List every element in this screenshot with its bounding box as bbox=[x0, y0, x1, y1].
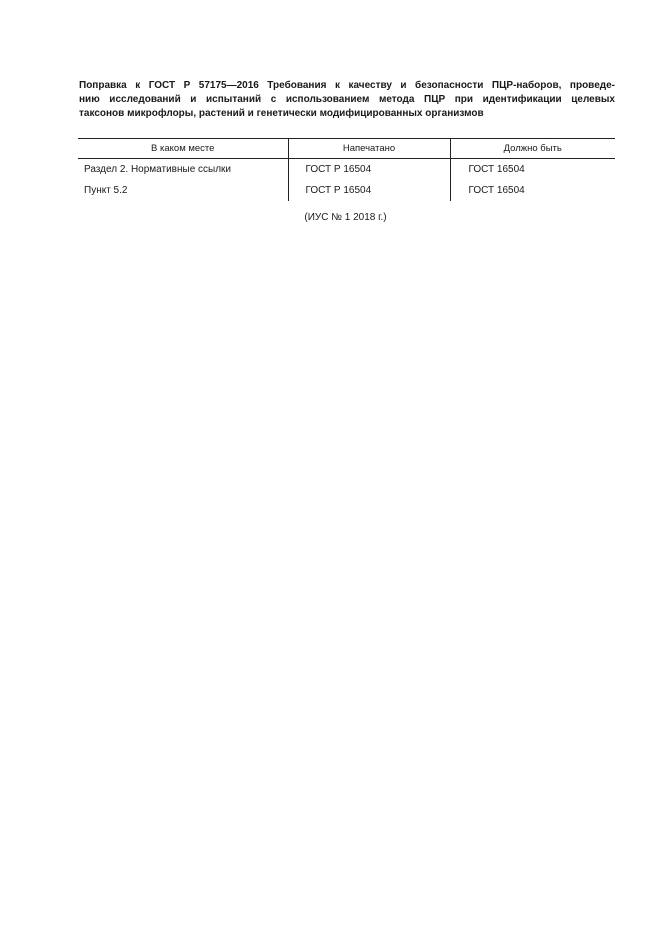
ius-reference: (ИУС № 1 2018 г.) bbox=[304, 212, 387, 223]
header-printed: Напечатано bbox=[288, 139, 450, 159]
heading-line-2: нию исследований и испытаний с использованием метода ПЦР при идентификации целевых bbox=[79, 94, 615, 105]
table-row bbox=[78, 159, 615, 180]
table-row bbox=[78, 180, 615, 201]
amendment-heading bbox=[79, 79, 615, 121]
cell-printed: ГОСТ Р 16504 bbox=[288, 180, 450, 201]
cell-place: Раздел 2. Нормативные ссылки bbox=[84, 163, 232, 175]
heading-line-1: Поправка к ГОСТ Р 57175—2016 Требования к качеству и безопасности ПЦР-наборов, проведе- bbox=[79, 80, 615, 91]
cell-should-be: ГОСТ 16504 bbox=[450, 180, 615, 201]
header-place: В каком месте bbox=[78, 139, 288, 159]
cell-printed: ГОСТ Р 16504 bbox=[288, 159, 450, 180]
cell-place: Пункт 5.2 bbox=[84, 184, 128, 196]
corrections-table bbox=[78, 138, 615, 201]
heading-line-3: таксонов микрофлоры, растений и генетически модифицированных организмов bbox=[79, 108, 484, 119]
table-header-row bbox=[78, 139, 615, 159]
header-should-be: Должно быть bbox=[450, 139, 615, 159]
cell-should-be: ГОСТ 16504 bbox=[450, 159, 615, 180]
